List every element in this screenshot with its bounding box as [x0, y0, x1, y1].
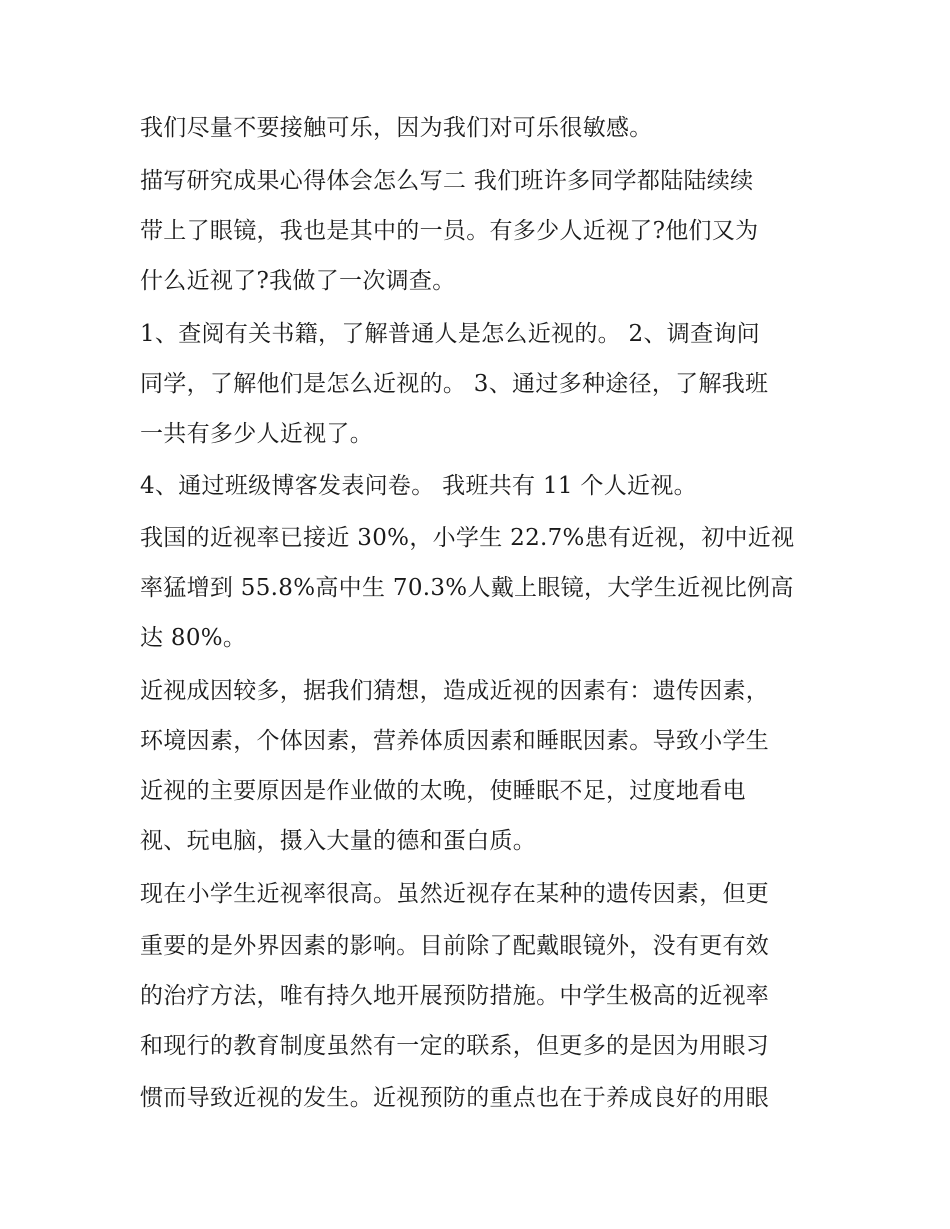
text-line: 我国的近视率已接近 30%，小学生 22.7%患有近视，初中近视	[140, 525, 795, 551]
text-line: 近视的主要原因是作业做的太晚，使睡眠不足，过度地看电	[140, 778, 746, 804]
text-line: 什么近视了?我做了一次调查。	[140, 268, 456, 294]
text-line: 描写研究成果心得体会怎么写二 我们班许多同学都陆陆续续	[140, 168, 754, 194]
text-line: 近视成因较多，据我们猜想，造成近视的因素有：遗传因素，	[140, 678, 770, 704]
text-line: 视、玩电脑，摄入大量的德和蛋白质。	[140, 828, 537, 854]
text-line: 现在小学生近视率很高。虽然近视存在某种的遗传因素，但更	[140, 881, 770, 907]
text-line: 重要的是外界因素的影响。目前除了配戴眼镜外，没有更有效	[140, 933, 770, 959]
text-line: 我们尽量不要接触可乐，因为我们对可乐很敏感。	[140, 115, 653, 141]
text-line: 惯而导致近视的发生。近视预防的重点也在于养成良好的用眼	[140, 1085, 770, 1111]
text-line: 率猛增到 55.8%高中生 70.3%人戴上眼镜，大学生近视比例高	[140, 575, 794, 601]
text-line: 带上了眼镜，我也是其中的一员。有多少人近视了?他们又为	[140, 218, 759, 244]
text-line: 同学，了解他们是怎么近视的。 3、通过多种途径，了解我班	[140, 371, 769, 397]
text-line: 4、通过班级博客发表问卷。 我班共有 11 个人近视。	[140, 473, 697, 499]
text-line: 达 80%。	[140, 625, 247, 651]
text-line: 环境因素，个体因素，营养体质因素和睡眠因素。导致小学生	[140, 728, 770, 754]
text-line: 和现行的教育制度虽然有一定的联系，但更多的是因为用眼习	[140, 1033, 770, 1059]
text-line: 的治疗方法，唯有持久地开展预防措施。中学生极高的近视率	[140, 983, 770, 1009]
text-line: 1、查阅有关书籍，了解普通人是怎么近视的。 2、调查询问	[140, 321, 760, 347]
text-line: 一共有多少人近视了。	[140, 421, 373, 447]
